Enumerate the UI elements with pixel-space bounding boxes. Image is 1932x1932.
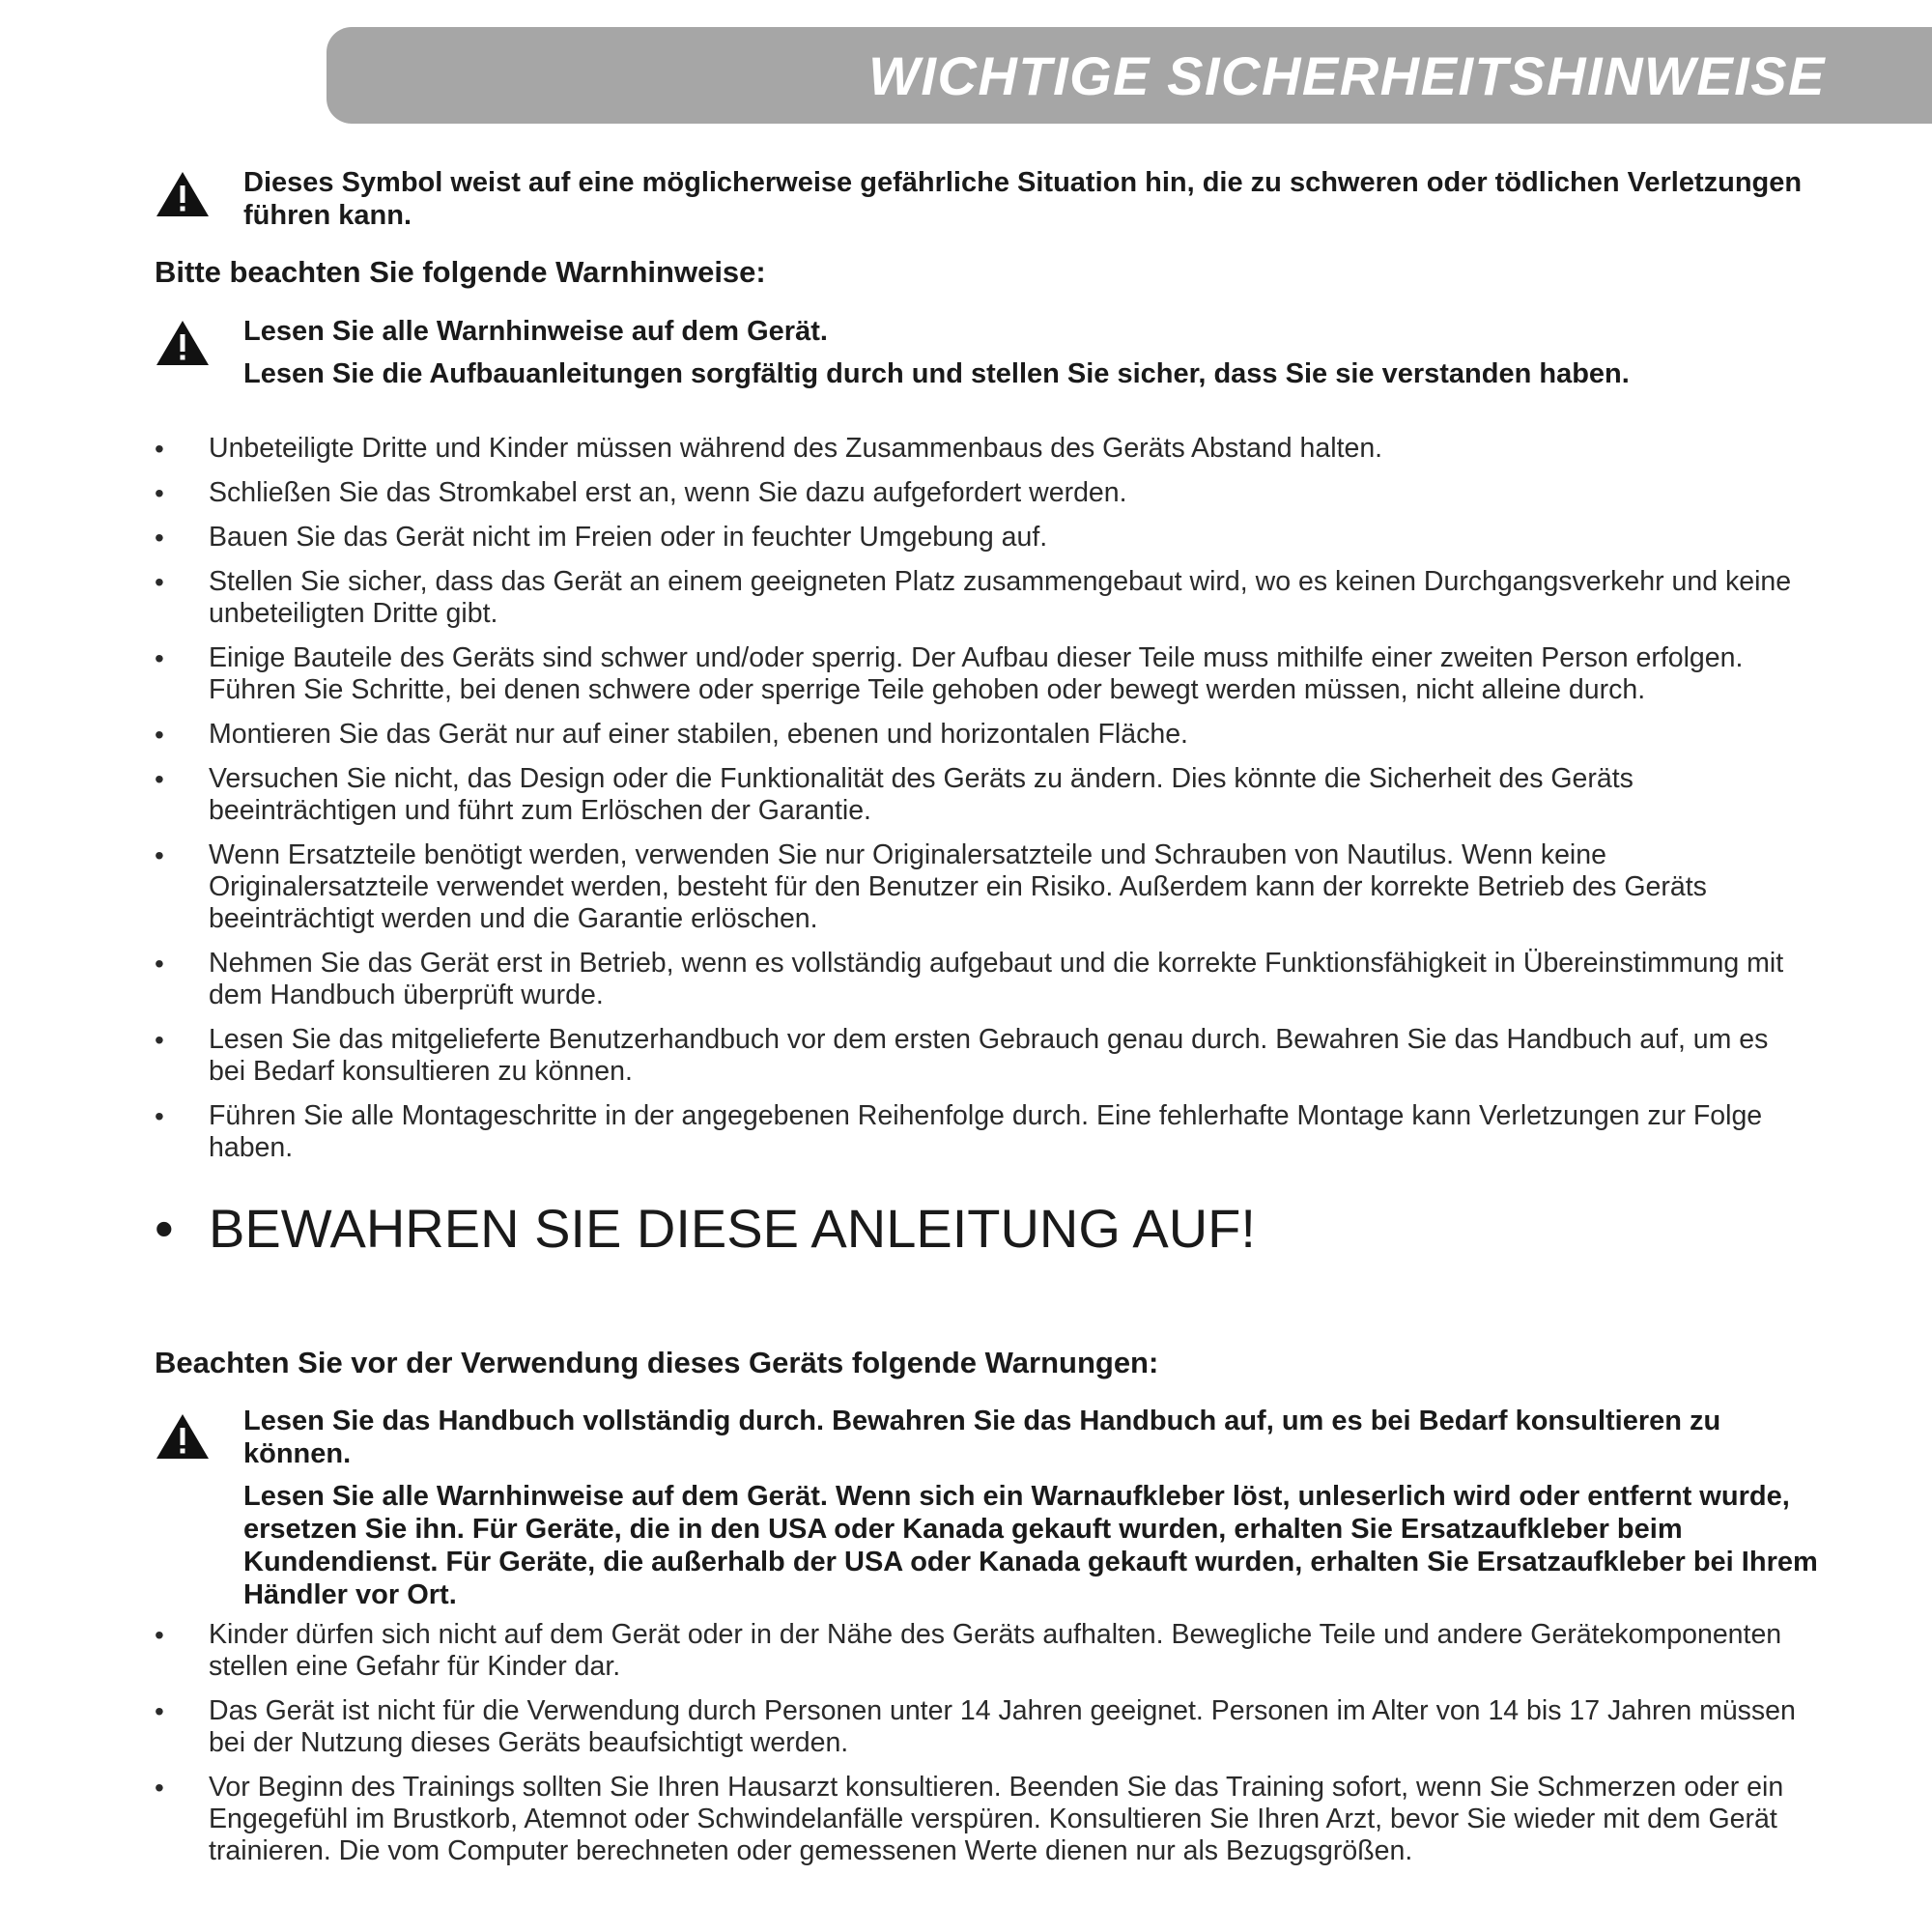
section2-heading: Beachten Sie vor der Verwendung dieses Geräts folgende Warnungen: (155, 1346, 1159, 1379)
section1-heading: Bitte beachten Sie folgende Warnhinweise: (155, 255, 766, 289)
section1-warnings (155, 315, 1835, 400)
list-item: • Unbeteiligte Dritte und Kinder müssen während des Zusammenbaus des Geräts Abstand halten. (155, 433, 1383, 464)
list-item: • Das Gerät ist nicht für die Verwendung durch Personen unter 14 Jahren geeignet. Personen im Alter von 14 bis 17 Jahren müssen bei der Nutzung dieses Geräts beaufsichtigt werden. (155, 1695, 1796, 1758)
warning-triangle-icon (155, 170, 211, 218)
intro-warning (155, 166, 1835, 242)
section2-bullet-list (155, 1619, 1816, 1880)
warning-triangle-icon (155, 319, 211, 367)
list-item: • Stellen Sie sicher, dass das Gerät an einem geeigneten Platz zusammengebaut wird, wo es keinen Durchgangsverkehr und keine unbeteiligten Dritte gibt. (155, 566, 1792, 629)
list-item: • Wenn Ersatzteile benötigt werden, verwenden Sie nur Originalersatzteile und Schrauben von Nautilus. Wenn keine Originalersatzteile verwendet werden, besteht für den Benutzer ein Risiko. Außerdem kann der korrekte Betrieb des Geräts beeinträchtigt werden und die Garantie erlöschen. (155, 839, 1707, 934)
section2-warning-2: Lesen Sie alle Warnhinweise auf dem Gerät. Wenn sich ein Warnaufkleber löst, unleserlich wird oder entfernt wurde, ersetzen Sie ihn. Für Geräte, die in den USA oder Kanada gekauft wurden, erhalten Sie Ersatzaufkleber beim Kundendienst. Für Geräte, die außerhalb der USA oder Kanada gekauft wurden, erhalten Sie Ersatzaufkleber bei Ihrem Händler vor Ort. (243, 1481, 1818, 1610)
list-item: • Einige Bauteile des Geräts sind schwer und/oder sperrig. Der Aufbau dieser Teile muss mithilfe einer zweiten Person erfolgen. Führen Sie Schritte, bei denen schwere oder sperrige Teile gehoben oder bewegt werden müssen, nicht alleine durch. (155, 642, 1744, 705)
list-item: • Vor Beginn des Trainings sollten Sie Ihren Hausarzt konsultieren. Beenden Sie das Training sofort, wenn Sie Schmerzen oder ein Engegefühl im Brustkorb, Atemnot oder Schwindelanfälle verspüren. Konsultieren Sie Ihren Arzt, bevor Sie wieder mit dem Gerät trainieren. Die vom Computer berechneten oder gemessenen Werte dienen nur als Bezugsgrößen. (155, 1772, 1784, 1866)
intro-warning-text: Dieses Symbol weist auf eine möglicherweise gefährliche Situation hin, die zu schweren oder tödlichen Verletzungen führen kann. (243, 167, 1803, 231)
section2-warnings (155, 1405, 1835, 1621)
list-item: • Führen Sie alle Montageschritte in der angegebenen Reihenfolge durch. Eine fehlerhafte Montage kann Verletzungen zur Folge haben. (155, 1100, 1763, 1163)
list-item: • Lesen Sie das mitgelieferte Benutzerhandbuch vor dem ersten Gebrauch genau durch. Bewahren Sie das Handbuch auf, um es bei Bedarf konsultieren zu können. (155, 1024, 1769, 1087)
warning-triangle-icon (155, 1412, 211, 1461)
list-item: • Schließen Sie das Stromkabel erst an, wenn Sie dazu aufgefordert werden. (155, 477, 1127, 508)
list-item: • Kinder dürfen sich nicht auf dem Gerät oder in der Nähe des Geräts aufhalten. Bewegliche Teile und andere Gerätekomponenten stellen eine Gefahr für Kinder dar. (155, 1619, 1782, 1682)
header-bar (327, 27, 1932, 124)
section1-bullet-list (155, 433, 1797, 1177)
list-item: • Montieren Sie das Gerät nur auf einer stabilen, ebenen und horizontalen Fläche. (155, 719, 1188, 750)
page-title: WICHTIGE SICHERHEITSHINWEISE (868, 44, 1826, 106)
list-item: • Versuchen Sie nicht, das Design oder die Funktionalität des Geräts zu ändern. Dies könnte die Sicherheit des Geräts beeinträchtigen und führt zum Erlöschen der Garantie. (155, 763, 1634, 826)
section2-warning-1: Lesen Sie das Handbuch vollständig durch. Bewahren Sie das Handbuch auf, um es bei Bedarf konsultieren zu können. (243, 1406, 1721, 1469)
keep-instructions-notice: • BEWAHREN SIE DIESE ANLEITUNG AUF! (155, 1198, 1256, 1259)
section1-warning-2: Lesen Sie die Aufbauanleitungen sorgfältig durch und stellen Sie sicher, dass Sie sie verstanden haben. (243, 358, 1630, 389)
list-item: • Bauen Sie das Gerät nicht im Freien oder in feuchter Umgebung auf. (155, 522, 1048, 553)
list-item: • Nehmen Sie das Gerät erst in Betrieb, wenn es vollständig aufgebaut und die korrekte Funktionsfähigkeit in Übereinstimmung mit dem Handbuch überprüft wurde. (155, 948, 1784, 1010)
section1-warning-1: Lesen Sie alle Warnhinweise auf dem Gerät. (243, 316, 828, 347)
